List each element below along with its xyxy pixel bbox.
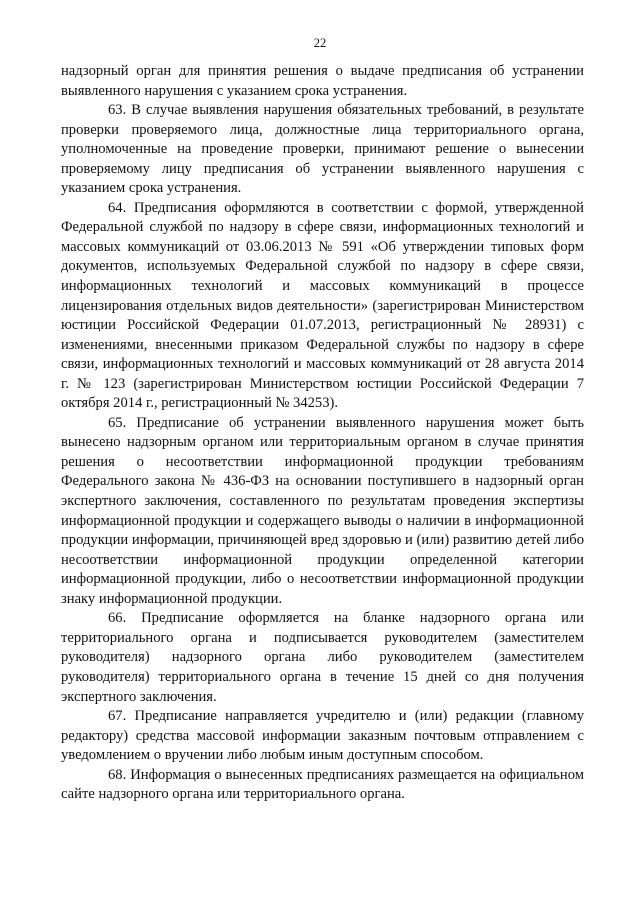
page-number: 22	[313, 36, 327, 50]
paragraph-63: 63. В случае выявления нарушения обязательных требований, в результате проверки проверяемого лица, должностные лица территориального органа, уполномоченные на проведение проверки, принимают решение о вынесении проверяемому лицу предписания об устранении выявленного нарушения с указанием срока устранения.	[61, 102, 584, 197]
paragraph-68: 68. Информация о вынесенных предписаниях размещается на официальном сайте надзорного органа или территориального органа.	[61, 766, 584, 803]
document-body	[61, 62, 584, 805]
paragraph-65: 65. Предписание об устранении выявленного нарушения может быть вынесено надзорным органом или территориальным органом в случае принятия решения о несоответствии информационной продукции требованиям Федерального закона № 436-ФЗ на основании поступившего в надзорный орган экспертного заключения, составленного по результатам проведения экспертизы информационной продукции и содержащего выводы о наличии в информационной продукции информации, причиняющей вред здоровью и (или) развитию детей либо несоответствии информационной продукции определенной категории информационной продукции, либо о несоответствии информационной продукции знаку информационной продукции.	[61, 414, 584, 607]
paragraph-continuation: надзорный орган для принятия решения о выдаче предписания об устранении выявленного нарушения с указанием срока устранения.	[61, 63, 584, 99]
paragraph-67: 67. Предписание направляется учредителю и (или) редакции (главному редактору) средства массовой информации заказным почтовым отправлением с уведомлением о вручении либо любым иным доступным способом.	[61, 708, 584, 764]
paragraph-66: 66. Предписание оформляется на бланке надзорного органа или территориального органа и подписывается руководителем (заместителем руководителя) надзорного органа либо руководителем (заместителем руководителя) территориального органа в течение 15 дней со дня получения экспертного заключения.	[61, 610, 584, 705]
paragraph-64: 64. Предписания оформляются в соответствии с формой, утвержденной Федеральной службой по надзору в сфере связи, информационных технологий и массовых коммуникаций от 03.06.2013 № 591 «Об утверждении типовых форм документов, используемых Федеральной службой по надзору в сфере связи, информационных технологий и массовых коммуникаций в процессе лицензирования отдельных видов деятельности» (зарегистрирован Министерством юстиции Российской Федерации 01.07.2013, регистрационный № 28931) с изменениями, внесенными приказом Федеральной службы по надзору в сфере связи, информационных технологий и массовых коммуникаций от 28 августа 2014 г. № 123 (зарегистрирован Министерством юстиции Российской Федерации 7 октября 2014 г., регистрационный № 34253).	[61, 199, 584, 412]
